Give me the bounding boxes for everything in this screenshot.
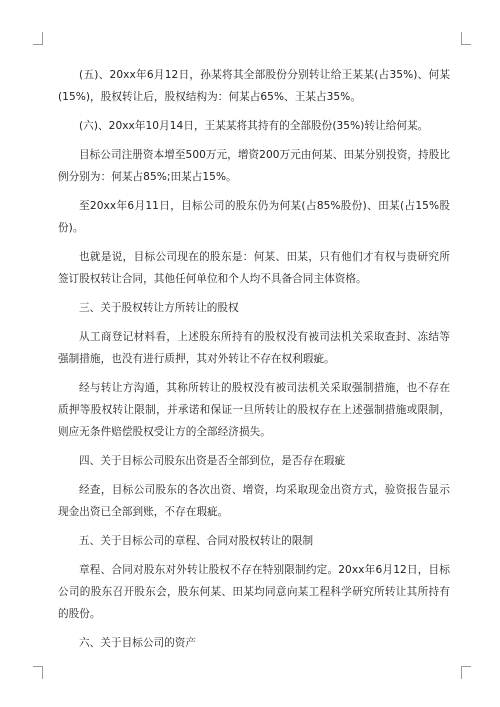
paragraph-current-shareholders: 至20xx年6月11日，目标公司的股东仍为何某(占85%股份)、田某(占15%股份)。 xyxy=(58,200,450,234)
crop-mark-top-right xyxy=(461,32,471,45)
section-heading-3: 三、关于股权转让方所转让的股权 xyxy=(79,302,239,314)
paragraph-articles-restrictions: 章程、合同对股东对外转让股权不存在特别限制约定。20xx年6月12日，目标公司的股东召开股东会，股东何某、田某均同意向某工程科学研究所转让其所持有的股份。 xyxy=(58,564,450,620)
document-body xyxy=(58,64,450,661)
paragraph-contract-parties: 也就是说，目标公司现在的股东是：何某、田某，只有他们才有权与贵研究所签订股权转让合同，其他任何单位和个人均不具备合同主体资格。 xyxy=(58,251,450,285)
paragraph-transferor-commitment: 经与转让方沟通，其称所转让的股权没有被司法机关采取强制措施，也不存在质押等股权转让限制，并承诺和保证一旦所转让的股权存在上述强制措施或限制，则应无条件赔偿股权受让方的全部经济损失。 xyxy=(58,382,450,438)
section-heading-4: 四、关于目标公司股东出资是否全部到位，是否存在瑕疵 xyxy=(79,455,346,467)
paragraph-capital-contribution: 经查，目标公司股东的各次出资、增资，均采取现金出资方式，验资报告显示现金出资已全部到账，不存在瑕疵。 xyxy=(58,484,450,518)
paragraph-share-transfer-6: (六)、20xx年10月14日，王某某将其持有的全部股份(35%)转让给何某。 xyxy=(79,120,429,132)
crop-mark-top-left xyxy=(33,32,43,45)
crop-mark-bottom-left xyxy=(33,666,43,679)
paragraph-registration-check: 从工商登记材料看，上述股东所持有的股权没有被司法机关采取查封、冻结等强制措施，也没有进行质押，其对外转让不存在权利瑕疵。 xyxy=(58,331,450,365)
crop-mark-bottom-right xyxy=(461,666,471,679)
section-heading-5: 五、关于目标公司的章程、合同对股权转让的限制 xyxy=(79,535,314,547)
section-heading-6: 六、关于目标公司的资产 xyxy=(79,637,197,649)
paragraph-capital-increase: 目标公司注册资本增至500万元，增资200万元由何某、田某分别投资，持股比例分别为：何某占85%;田某占15%。 xyxy=(58,149,450,183)
paragraph-share-transfer-5: (五)、20xx年6月12日，孙某将其全部股份分别转让给王某某(占35%)、何某(15%)，股权转让后，股权结构为：何某占65%、王某占35%。 xyxy=(58,69,450,103)
